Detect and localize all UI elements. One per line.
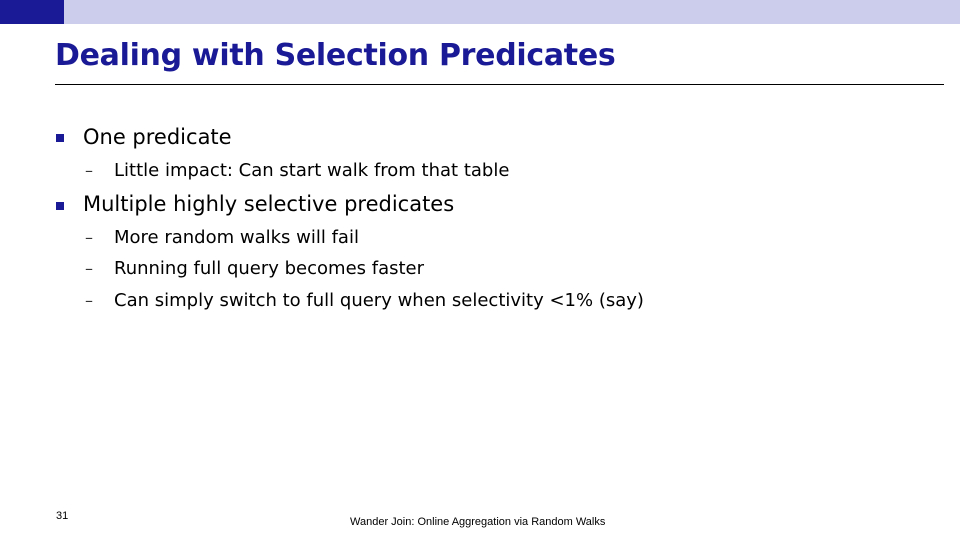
dash-marker: – [85,161,93,180]
dash-marker: – [85,259,93,278]
dash-marker: – [85,291,93,310]
slide-title: Dealing with Selection Predicates [55,38,616,73]
sub-bullet-item: More random walks will fail [114,227,359,248]
bullet-marker [56,202,64,210]
sub-bullet-item: Can simply switch to full query when selectivity <1% (say) [114,290,644,311]
title-divider [55,84,944,85]
footer-text: Wander Join: Online Aggregation via Random Walks [350,516,606,528]
page-number: 31 [56,510,69,522]
dash-marker: – [85,228,93,247]
top-accent-block [0,0,64,24]
bullet-item: Multiple highly selective predicates [83,192,455,216]
bullet-item: One predicate [83,125,232,149]
sub-bullet-item: Running full query becomes faster [114,258,425,279]
bullet-marker [56,134,64,142]
sub-bullet-item: Little impact: Can start walk from that table [114,160,510,181]
top-band [0,0,960,24]
